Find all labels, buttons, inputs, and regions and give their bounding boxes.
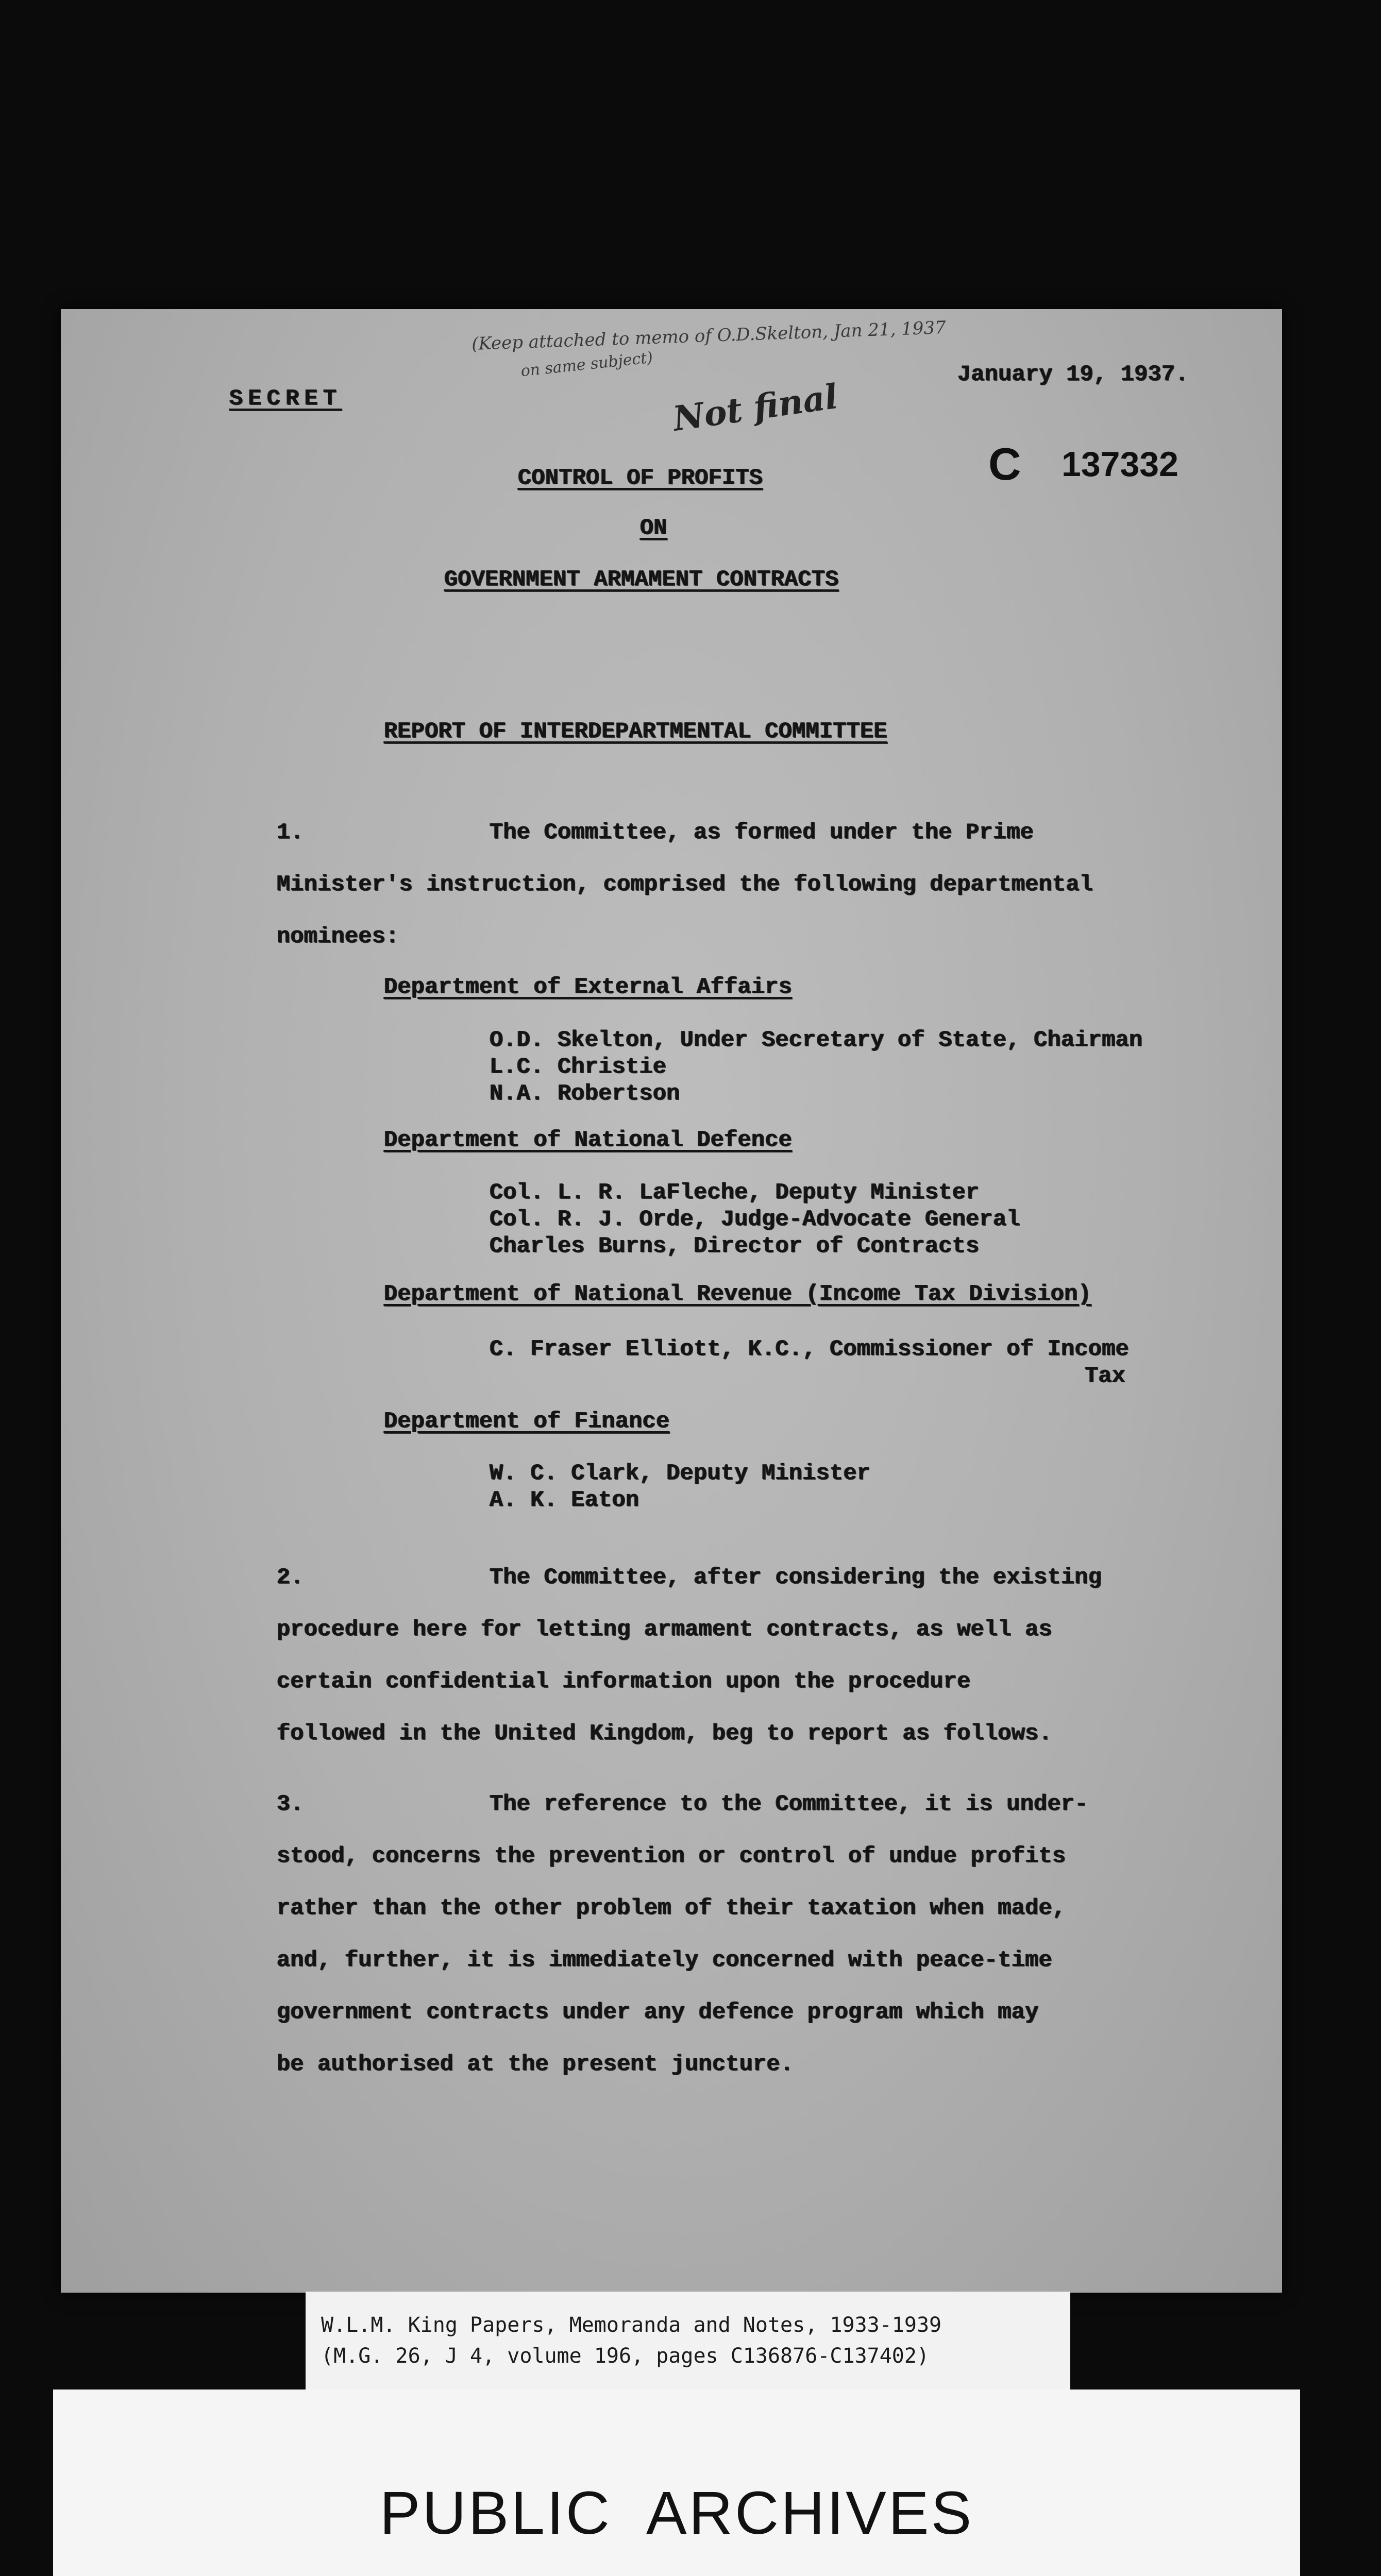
title-line-2: ON bbox=[640, 515, 667, 541]
document-date: January 19, 1937. bbox=[957, 362, 1189, 387]
paragraph-3-line-5: government contracts under any defence program which may bbox=[277, 1999, 1039, 2025]
paragraph-3-line-2: stood, concerns the prevention or control of undue profits bbox=[277, 1843, 1066, 1869]
paragraph-3-line-4: and, further, it is immediately concerned with peace-time bbox=[277, 1947, 1053, 1973]
reference-line-1: W.L.M. King Papers, Memoranda and Notes, 1933-1939 bbox=[321, 2313, 942, 2337]
paragraph-2-number: 2. bbox=[277, 1565, 304, 1590]
report-heading: REPORT OF INTERDEPARTMENTAL COMMITTEE bbox=[384, 719, 887, 744]
department-heading-national-revenue: Department of National Revenue (Income Tax Division) bbox=[384, 1281, 1092, 1307]
department-heading-external-affairs: Department of External Affairs bbox=[384, 974, 793, 1000]
paragraph-3-line-3: rather than the other problem of their taxation when made, bbox=[277, 1895, 1066, 1921]
department-member: Col. L. R. LaFleche, Deputy Minister bbox=[490, 1180, 980, 1206]
department-heading-national-defence: Department of National Defence bbox=[384, 1127, 793, 1153]
paragraph-3-line-1: The reference to the Committee, it is under- bbox=[490, 1791, 1088, 1817]
control-prefix: C bbox=[988, 438, 1021, 489]
paragraph-1-number: 1. bbox=[277, 820, 304, 845]
department-member: Charles Burns, Director of Contracts bbox=[490, 1233, 980, 1259]
department-heading-finance: Department of Finance bbox=[384, 1409, 670, 1434]
title-line-3: GOVERNMENT ARMAMENT CONTRACTS bbox=[444, 567, 839, 592]
handwritten-not-final: Not final bbox=[670, 376, 840, 439]
paragraph-1-line-1: The Committee, as formed under the Prime bbox=[490, 820, 1034, 845]
reference-label bbox=[306, 2292, 1070, 2389]
title-line-1: CONTROL OF PROFITS bbox=[518, 465, 763, 491]
handwritten-note-line2: on same subject) bbox=[519, 348, 654, 381]
paragraph-2-line-4: followed in the United Kingdom, beg to report as follows. bbox=[277, 1721, 1053, 1747]
handwritten-note-line1: (Keep attached to memo of O.D.Skelton, Jan 21, 1937 bbox=[471, 317, 947, 355]
department-member: C. Fraser Elliott, K.C., Commissioner of Income bbox=[490, 1336, 1130, 1362]
department-member: N.A. Robertson bbox=[490, 1081, 680, 1107]
paragraph-1-line-2: Minister's instruction, comprised the following departmental bbox=[277, 872, 1093, 897]
department-member: Tax bbox=[1085, 1363, 1126, 1389]
department-member: Col. R. J. Orde, Judge-Advocate General bbox=[490, 1207, 1020, 1232]
control-number: 137332 bbox=[1062, 445, 1178, 484]
paragraph-2-line-2: procedure here for letting armament contracts, as well as bbox=[277, 1617, 1053, 1642]
classification-mark: SECRET bbox=[229, 386, 342, 412]
reference-line-2: (M.G. 26, J 4, volume 196, pages C136876-C137402) bbox=[321, 2344, 930, 2368]
paragraph-2-line-3: certain confidential information upon the procedure bbox=[277, 1669, 971, 1694]
department-member: W. C. Clark, Deputy Minister bbox=[490, 1461, 871, 1486]
archives-line-english: PUBLIC ARCHIVES bbox=[379, 2479, 974, 2547]
paragraph-3-number: 3. bbox=[277, 1791, 304, 1817]
paragraph-2-line-1: The Committee, after considering the existing bbox=[490, 1565, 1102, 1590]
archives-card bbox=[53, 2389, 1300, 2576]
paragraph-3-line-6: be authorised at the present juncture. bbox=[277, 2052, 794, 2077]
department-member: O.D. Skelton, Under Secretary of State, Chairman bbox=[490, 1027, 1143, 1053]
department-member: L.C. Christie bbox=[490, 1054, 667, 1080]
department-member: A. K. Eaton bbox=[490, 1487, 639, 1513]
paragraph-1-line-3: nominees: bbox=[277, 924, 399, 950]
